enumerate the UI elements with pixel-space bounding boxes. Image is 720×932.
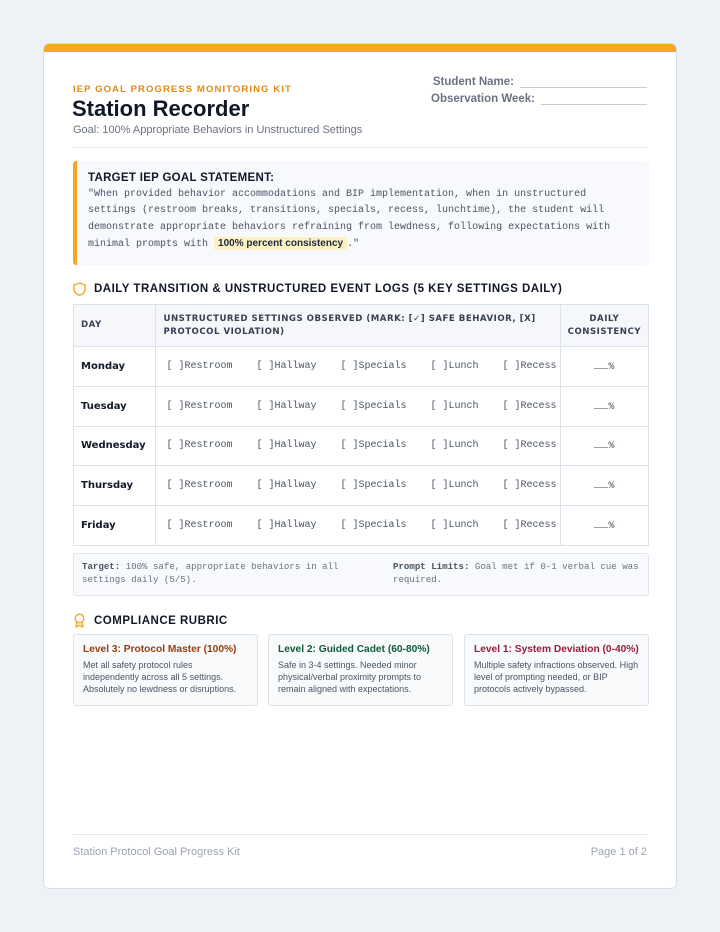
- goal-text-end: .": [347, 238, 360, 250]
- student-name-label: Student Name:: [432, 76, 514, 88]
- col-consistency: DAILY CONSISTENCY: [560, 305, 648, 347]
- setting-checkbox[interactable]: [ ]Lunch: [430, 360, 479, 372]
- col-day: DAY: [74, 305, 156, 347]
- student-name-line[interactable]: [520, 76, 647, 88]
- rubric-level-desc: Safe in 3-4 settings. Needed minor physical/verbal proximity prompts to remain aligned with expectations.: [278, 660, 422, 694]
- settings-cell: [156, 466, 560, 506]
- percent-sign: %: [608, 401, 615, 413]
- day-cell: Tuesday: [74, 386, 156, 426]
- event-log-table: [73, 304, 649, 546]
- settings-cell: [156, 426, 560, 466]
- footer-page-number: Page 1 of 2: [590, 846, 647, 858]
- accent-bar: [44, 44, 676, 52]
- consistency-blank[interactable]: [594, 439, 608, 448]
- consistency-blank[interactable]: [594, 479, 608, 488]
- consistency-cell[interactable]: [560, 347, 648, 387]
- page-subtitle: Goal: 100% Appropriate Behaviors in Unstructured Settings: [73, 124, 363, 136]
- day-cell: Thursday: [74, 466, 156, 506]
- percent-sign: %: [608, 441, 615, 453]
- setting-checkbox[interactable]: [ ]Restroom: [166, 360, 233, 372]
- consistency-blank[interactable]: [594, 400, 608, 409]
- target-label: Target:: [82, 561, 121, 572]
- rubric-title: COMPLIANCE RUBRIC: [94, 614, 228, 627]
- goal-text: [88, 187, 637, 253]
- goal-title: TARGET IEP GOAL STATEMENT:: [88, 172, 275, 184]
- percent-sign: %: [608, 521, 615, 533]
- header-divider: [73, 147, 647, 148]
- table-row: [74, 506, 649, 546]
- day-cell: Monday: [74, 347, 156, 387]
- consistency-cell[interactable]: [560, 386, 648, 426]
- student-name-field[interactable]: [433, 76, 647, 88]
- setting-checkbox[interactable]: [ ]Restroom: [166, 520, 233, 532]
- setting-checkbox[interactable]: [ ]Specials: [340, 520, 407, 532]
- consistency-cell[interactable]: [560, 426, 648, 466]
- table-row: [74, 386, 649, 426]
- prompt-label: Prompt Limits:: [393, 561, 470, 572]
- settings-cell: [156, 386, 560, 426]
- observation-week-field[interactable]: [431, 93, 647, 105]
- setting-checkbox[interactable]: [ ]Lunch: [430, 400, 479, 412]
- worksheet-page: [43, 43, 677, 889]
- day-cell: Wednesday: [74, 426, 156, 466]
- table-row: [74, 466, 649, 506]
- rubric-card-level-3: [73, 634, 258, 706]
- setting-checkbox[interactable]: [ ]Lunch: [430, 480, 479, 492]
- target-note: [82, 560, 387, 586]
- prompt-note: [393, 560, 643, 586]
- footer-kit-name: Station Protocol Goal Progress Kit: [73, 846, 240, 858]
- setting-checkbox[interactable]: [ ]Lunch: [430, 520, 479, 532]
- observation-week-label: Observation Week:: [431, 93, 535, 105]
- log-section-title: DAILY TRANSITION & UNSTRUCTURED EVENT LOGS (5 KEY SETTINGS DAILY): [94, 283, 563, 295]
- goal-highlight: 100% percent consistency: [214, 237, 347, 250]
- day-cell: Friday: [74, 506, 156, 546]
- rubric-level-title: Level 3: Protocol Master (100%): [83, 644, 237, 655]
- table-row: [74, 347, 649, 387]
- rubric-section-heading: [73, 613, 228, 628]
- table-header-row: [74, 305, 649, 347]
- goal-text-body: "When provided behavior accommodations and BIP implementation, when in unstructured settings (restroom breaks, transitions, specials, recess, lunchtime), the student will demonstrate appropriate behaviors refraining from lewdness, following expectations with minimal prompts with: [88, 189, 611, 250]
- setting-checkbox[interactable]: [ ]Restroom: [166, 400, 233, 412]
- settings-cell: [156, 347, 560, 387]
- setting-checkbox[interactable]: [ ]Restroom: [166, 480, 233, 492]
- setting-checkbox[interactable]: [ ]Recess: [502, 400, 557, 412]
- setting-checkbox[interactable]: [ ]Specials: [340, 360, 407, 372]
- consistency-blank[interactable]: [594, 360, 608, 369]
- setting-checkbox[interactable]: [ ]Recess: [502, 520, 557, 532]
- prompt-text: Goal met if 0-1 verbal cue was required.: [393, 561, 639, 585]
- rubric-card-level-2: [268, 634, 453, 706]
- setting-checkbox[interactable]: [ ]Hallway: [256, 440, 317, 452]
- rubric-card-level-1: [464, 634, 649, 706]
- setting-checkbox[interactable]: [ ]Specials: [340, 440, 407, 452]
- page-title: Station Recorder: [72, 96, 250, 121]
- setting-checkbox[interactable]: [ ]Lunch: [430, 440, 479, 452]
- criteria-note: [73, 553, 649, 596]
- rubric-level-desc: Multiple safety infractions observed. High level of prompting needed, or BIP protocols actively bypassed.: [474, 660, 639, 694]
- consistency-blank[interactable]: [594, 519, 608, 528]
- setting-checkbox[interactable]: [ ]Restroom: [166, 440, 233, 452]
- rubric-level-title: Level 2: Guided Cadet (60-80%): [278, 644, 430, 655]
- table-row: [74, 426, 649, 466]
- shield-icon: [73, 282, 86, 296]
- percent-sign: %: [608, 361, 615, 373]
- award-ribbon-icon: [73, 613, 86, 628]
- percent-sign: %: [608, 481, 615, 493]
- consistency-cell[interactable]: [560, 506, 648, 546]
- col-settings: UNSTRUCTURED SETTINGS OBSERVED (MARK: [✓] SAFE BEHAVIOR, [X] PROTOCOL VIOLATION): [156, 305, 560, 347]
- setting-checkbox[interactable]: [ ]Hallway: [256, 360, 317, 372]
- observation-week-line[interactable]: [541, 93, 647, 105]
- setting-checkbox[interactable]: [ ]Recess: [502, 360, 557, 372]
- setting-checkbox[interactable]: [ ]Recess: [502, 440, 557, 452]
- settings-cell: [156, 506, 560, 546]
- setting-checkbox[interactable]: [ ]Hallway: [256, 520, 317, 532]
- rubric-level-desc: Met all safety protocol rules independently across all 5 settings. Absolutely no lewdness or disruptions.: [83, 660, 237, 694]
- kit-kicker: IEP GOAL PROGRESS MONITORING KIT: [73, 84, 292, 95]
- setting-checkbox[interactable]: [ ]Specials: [340, 480, 407, 492]
- setting-checkbox[interactable]: [ ]Hallway: [256, 480, 317, 492]
- consistency-cell[interactable]: [560, 466, 648, 506]
- goal-statement-box: [73, 161, 649, 265]
- rubric-level-title: Level 1: System Deviation (0-40%): [474, 644, 639, 655]
- target-text: 100% safe, appropriate behaviors in all settings daily (5/5).: [82, 561, 339, 585]
- setting-checkbox[interactable]: [ ]Recess: [502, 480, 557, 492]
- log-section-heading: [73, 282, 562, 296]
- setting-checkbox[interactable]: [ ]Specials: [340, 400, 407, 412]
- setting-checkbox[interactable]: [ ]Hallway: [256, 400, 317, 412]
- footer-divider: [73, 834, 647, 835]
